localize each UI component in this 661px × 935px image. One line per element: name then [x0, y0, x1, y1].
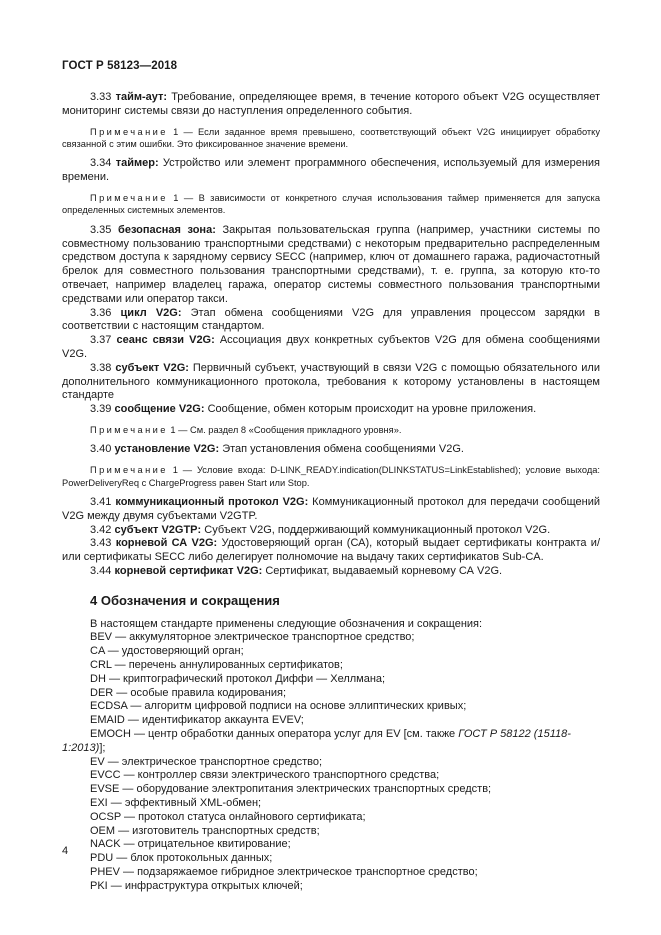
note-text: 1 — Если заданное время превышено, соответствующий объект V2G инициирует обработку связанной с этим ошибки. Это фиксированное значение времени.: [62, 126, 600, 149]
term-name: безопасная зона:: [118, 223, 216, 236]
term-definition: Устройство или элемент программного обеспечения, используемый для измерения времени.: [62, 157, 600, 184]
list-item: OCSP — протокол статуса онлайнового сертификата;: [90, 810, 366, 823]
document-header: ГОСТ Р 58123—2018: [62, 60, 178, 72]
page-number: 4: [62, 845, 69, 857]
emoch-suffix: ];: [99, 741, 106, 754]
list-item: CRL — перечень аннулированных сертификатов;: [90, 658, 343, 671]
term-name: субъект V2GTP:: [114, 523, 202, 536]
list-item: NACK — отрицательное квитирование;: [90, 838, 291, 851]
term-number: 3.40: [90, 443, 112, 456]
list-item: PKI — инфраструктура открытых ключей;: [90, 879, 303, 892]
term-name: корневой сертификат V2G:: [114, 564, 263, 577]
term-3-38: [62, 362, 600, 403]
term-3-33: [62, 91, 600, 119]
list-item: CA — удостоверяющий орган;: [90, 645, 244, 658]
term-number: 3.37: [90, 334, 112, 347]
note-3-39: [62, 424, 600, 436]
term-name: коммуникационный протокол V2G:: [115, 495, 309, 508]
note-3-34: [62, 192, 600, 217]
term-definition: Сообщение, обмен которым происходит на уровне приложения.: [207, 403, 537, 416]
list-item: OEM — изготовитель транспортных средств;: [90, 824, 320, 837]
list-item: ECDSA — алгоритм цифровой подписи на основе эллиптических кривых;: [90, 700, 467, 713]
abbreviation-list: [62, 618, 600, 894]
term-definition: Первичный субъект, участвующий в связи V2G с помощью обязательного или дополнительного коммуникационного протокола, требования к которому установлены в настоящем стандарте: [62, 361, 600, 402]
list-item: EVSE — оборудование электропитания электрических транспортных средств;: [90, 783, 492, 796]
term-name: тайм-аут:: [115, 91, 168, 103]
term-definition: Сертификат, выдаваемый корневому СА V2G.: [265, 564, 503, 577]
list-item: DER — особые правила кодирования;: [90, 686, 287, 699]
standard-reference: ГОСТ Р 58122 (15118-1:2013): [62, 727, 571, 754]
term-name: цикл V2G:: [120, 306, 182, 319]
list-item: PDU — блок протокольных данных;: [90, 852, 273, 865]
term-3-37: [62, 334, 600, 362]
term-name: сеанс связи V2G:: [116, 334, 215, 347]
note-text: 1 — См. раздел 8 «Сообщения прикладного уровня».: [170, 424, 402, 435]
section-heading: 4 Обозначения и сокращения: [90, 592, 280, 608]
term-definition: Коммуникационный протокол для передачи сообщений V2G между двумя субъектами V2GTP.: [62, 495, 601, 522]
note-label: Примечание: [90, 193, 168, 203]
term-3-36: [62, 307, 600, 335]
term-name: сообщение V2G:: [114, 403, 205, 416]
note-3-40: [62, 464, 600, 489]
term-number: 3.42: [90, 523, 112, 536]
term-number: 3.36: [90, 306, 112, 319]
document-body: [62, 91, 600, 894]
list-item: DH — криптографический протокол Диффи — Хеллмана;: [90, 672, 386, 685]
term-number: 3.35: [90, 223, 112, 236]
term-number: 3.43: [90, 537, 112, 550]
term-3-35: [62, 224, 600, 307]
section-intro: В настоящем стандарте применены следующие обозначения и сокращения:: [90, 617, 483, 630]
list-item: EMAID — идентификатор аккаунта EVEV;: [90, 714, 304, 727]
term-definition: Этап обмена сообщениями V2G для управления процессом зарядки в соответствии с настоящим стандартом.: [62, 306, 601, 333]
note-label: Примечание: [90, 126, 168, 137]
term-definition: Ассоциация двух конкретных субъектов V2G для обмена сообщениями V2G.: [62, 334, 600, 360]
term-name: субъект V2G:: [115, 361, 189, 374]
term-number: 3.34: [90, 157, 112, 170]
term-definition: Этап установления обмена сообщениями V2G.: [222, 443, 464, 456]
note-label: Примечание: [90, 424, 168, 435]
term-3-40: [62, 443, 600, 457]
term-number: 3.39: [90, 403, 112, 416]
term-3-42: [62, 524, 600, 538]
term-number: 3.38: [90, 361, 112, 374]
term-name: таймер:: [115, 157, 159, 170]
term-definition: Удостоверяющий орган (СА), который выдает сертификаты контракта и/или сертификаты SECC либо делегирует полномочие на выдачу таких сертификатов Sub-CA.: [62, 537, 600, 564]
note-text: 1 — В зависимости от конкретного случая использования таймер применяется для запуска определенных системных элементов.: [62, 193, 600, 216]
term-3-39: [62, 403, 600, 417]
term-3-43: [62, 537, 600, 565]
list-item: BEV — аккумуляторное электрическое транспортное средство;: [90, 631, 415, 644]
term-definition: Субъект V2G, поддерживающий коммуникационный протокол V2G.: [204, 523, 551, 536]
list-item: EV — электрическое транспортное средство;: [90, 755, 323, 768]
list-item: EXI — эффективный XML-обмен;: [90, 796, 262, 809]
list-item-emoch: [62, 728, 600, 756]
term-number: 3.44: [90, 564, 112, 577]
list-item: EVCC — контроллер связи электрического транспортного средства;: [90, 769, 440, 782]
term-definition: Закрытая пользовательская группа (например, участники системы по совместному пользованию транспортными средствами) с некоторым предварительно распределенным средством доступа к зарядному сервису SECC (например, ключ от домашнего гаража, радиочастотный брелок для совместного пользования транспортными средствами), т. е. группа, за которую кто-то отвечает, например владелец гаража, оператор системы совместного пользования транспортными средствами или оператор такси.: [62, 223, 600, 305]
emoch-text: EMOCH — центр обработки данных оператора услуг для EV [см. также: [90, 727, 459, 740]
term-number: 3.33: [90, 91, 112, 103]
note-label: Примечание: [90, 465, 168, 476]
note-text: 1 — Условие входа: D-LINK_READY.indication(DLINKSTATUS=LinkEstablished); условие выхода: PowerDeliveryReq с ChargeProgress равен Start или Stop.: [62, 465, 600, 488]
term-3-41: [62, 496, 600, 524]
list-item: PHEV — подзаряжаемое гибридное электрическое транспортное средство;: [90, 865, 478, 878]
term-definition: Требование, определяющее время, в течение которого объект V2G осуществляет мониторинг системы связи до наступления определенного события.: [62, 91, 600, 117]
term-number: 3.41: [90, 495, 112, 508]
term-3-44: [62, 565, 600, 579]
note-3-33: [62, 126, 600, 151]
term-3-34: [62, 157, 600, 185]
term-name: установление V2G:: [114, 443, 220, 456]
term-name: корневой СА V2G:: [115, 537, 218, 550]
